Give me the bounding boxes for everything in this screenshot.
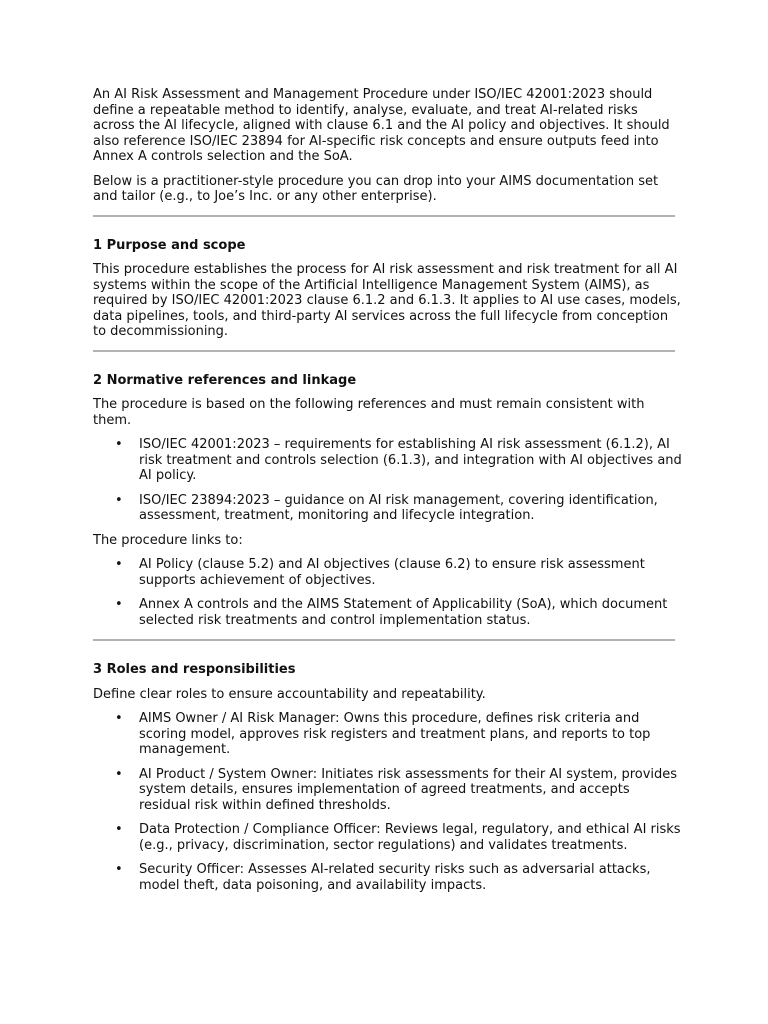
bullet-icon: • (115, 492, 123, 508)
section-heading: 2 Normative references and linkage (93, 372, 357, 388)
intro-paragraph-2: Below is a practitioner-style procedure you can drop into your AIMS documentation set and tailor (e.g., to Joe’s Inc. or any other enterprise). (93, 173, 659, 204)
bullet-icon: • (115, 597, 123, 612)
list-item (93, 767, 683, 814)
list-item (93, 437, 683, 484)
list-item (93, 493, 683, 524)
list-item-text: ISO/IEC 23894:2023 – guidance on AI risk management, covering identification, assessment, treatment, monitoring and lifecycle integration. (139, 492, 658, 523)
section-body: This procedure establishes the process for AI risk assessment and risk treatment for all AI systems within the scope of the Artificial Intelligence Management System (AIMS), as required by ISO/IEC 42001:2023 clause 6.1.2 and 6.1.3. It applies to AI use cases, models, data pipelines, tools, and third-party AI services across the full lifecycle from conception to decommissioning. (93, 262, 681, 339)
list-item-text: AI Policy (clause 5.2) and AI objectives (clause 6.2) to ensure risk assessment supports achievement of objectives. (139, 557, 645, 588)
list-item (93, 862, 683, 893)
list-item-text: AIMS Owner / AI Risk Manager: Owns this procedure, defines risk criteria and scoring model, approves risk registers and treatment plans, and reports to top management. (139, 711, 651, 757)
section-body: Define clear roles to ensure accountability and repeatability. (93, 686, 486, 702)
document-body (93, 87, 683, 902)
bullet-icon: • (115, 557, 123, 572)
section-divider (93, 639, 675, 641)
list-item (93, 557, 683, 588)
list-item (93, 597, 683, 628)
links-intro: The procedure links to: (93, 532, 243, 548)
links-list (93, 557, 683, 628)
bullet-icon: • (115, 862, 123, 877)
section-heading: 3 Roles and responsibilities (93, 662, 296, 677)
list-item-text: ISO/IEC 42001:2023 – requirements for establishing AI risk assessment (6.1.2), AI risk treatment and controls selection (6.1.3), and integration with AI objectives and AI policy. (139, 437, 682, 483)
list-item-text: AI Product / System Owner: Initiates risk assessments for their AI system, provides system details, ensures implementation of agreed treatments, and accepts residual risk within defined thresholds. (139, 766, 678, 813)
section-divider (93, 215, 675, 217)
bullet-icon: • (115, 822, 123, 837)
section-body: The procedure is based on the following references and must remain consistent with them. (93, 397, 645, 428)
roles-list (93, 711, 683, 893)
bullet-icon: • (115, 766, 123, 782)
list-item (93, 711, 683, 758)
section-roles-and-responsibilities (93, 662, 683, 893)
section-normative-references (93, 373, 683, 629)
section-purpose-and-scope (93, 238, 683, 340)
section-divider (93, 350, 675, 352)
references-list (93, 437, 683, 524)
list-item-text: Annex A controls and the AIMS Statement of Applicability (SoA), which document selected risk treatments and control implementation status. (139, 597, 668, 628)
list-item (93, 822, 683, 853)
bullet-icon: • (115, 437, 123, 452)
intro-paragraph-1: An AI Risk Assessment and Management Procedure under ISO/IEC 42001:2023 should define a repeatable method to identify, analyse, evaluate, and treat AI-related risks across the AI lifecycle, aligned with clause 6.1 and the AI policy and objectives. It should also reference ISO/IEC 23894 for AI-specific risk concepts and ensure outputs feed into Annex A controls selection and the SoA. (93, 87, 670, 164)
list-item-text: Data Protection / Compliance Officer: Reviews legal, regulatory, and ethical AI risks (e.g., privacy, discrimination, sector regulations) and validates treatments. (139, 822, 681, 853)
list-item-text: Security Officer: Assesses AI-related security risks such as adversarial attacks, model theft, data poisoning, and availability impacts. (139, 862, 651, 893)
bullet-icon: • (115, 711, 123, 726)
section-heading: 1 Purpose and scope (93, 237, 246, 253)
